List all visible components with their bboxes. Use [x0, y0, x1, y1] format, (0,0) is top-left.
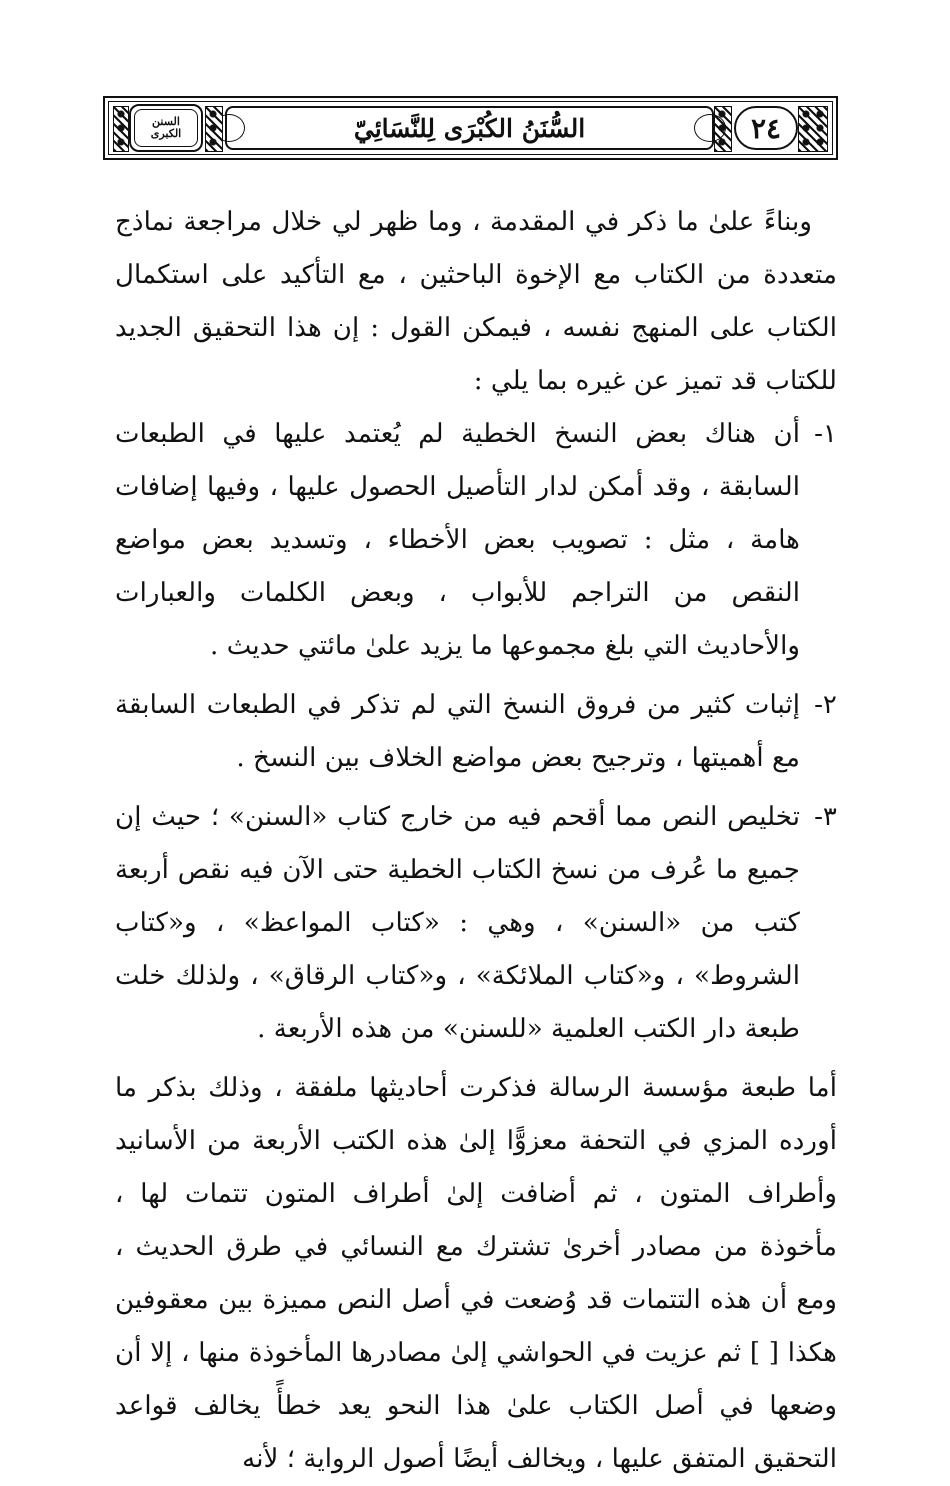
list-item-number: ١-	[814, 419, 837, 449]
ornament-left-inner	[205, 106, 223, 152]
intro-paragraph: وبناءً علىٰ ما ذكر في المقدمة ، وما ظهر لي خلال مراجعة نماذج متعددة من الكتاب مع الإخوة الباحثين ، مع التأكيد على استكمال الكتاب على المنهج نفسه ، فيمكن القول : إن هذا التحقيق الجديد للكتاب قد تميز عن غيره بما يلي :	[115, 207, 837, 396]
list-item	[115, 791, 837, 1056]
list-item-text: تخليص النص مما أقحم فيه من خارج كتاب «السنن» ؛ حيث إن جميع ما عُرف من نسخ الكتاب الخطية حتى الآن فيه نقص أربعة كتب من «السنن» ، وهي : «كتاب المواعظ» ، و«كتاب الشروط» ، و«كتاب الملائكة» ، و«كتاب الرقاق» ، ولذلك خلت طبعة دار الكتب العلمية «للسنن» من هذه الأربعة .	[115, 802, 800, 1044]
title-cartouche	[225, 106, 714, 150]
book-logo-calligraphy: السنن الكبرى	[150, 115, 182, 140]
closing-paragraph: أما طبعة مؤسسة الرسالة فذكرت أحاديثها ملفقة ، وذلك بذكر ما أورده المزي في التحفة معزوًّا إلىٰ هذه الكتب الأربعة من الأسانيد وأطراف المتون ، ثم أضافت إلىٰ أطراف المتون تتمات لها ، مأخوذة من مصادر أخرىٰ تشترك مع النسائي في طرق الحديث ، ومع أن هذه التتمات قد وُضعت في أصل النص مميزة بين معقوفين هكذا [ ] ثم عزيت في الحواشي إلىٰ مصادرها المأخوذة منها ، إلا أن وضعها في أصل الكتاب علىٰ هذا النحو يعد خطأً يخالف قواعد التحقيق المتفق عليها ، ويخالف أيضًا أصول الرواية ؛ لأنه	[115, 1073, 837, 1474]
page-number-cartouche	[734, 106, 798, 150]
list-item-number: ٣-	[814, 802, 837, 832]
list-item	[115, 679, 837, 785]
page-body	[115, 196, 837, 1486]
running-title: السُّنَنُ الكُبْرَى لِلنَّسَائِيّ	[353, 113, 586, 143]
ornament-left-outer	[113, 106, 129, 152]
page-header	[103, 96, 838, 160]
book-logo	[129, 104, 203, 152]
list-item	[115, 408, 837, 673]
ornament-right-outer	[798, 106, 828, 152]
list-item-number: ٢-	[814, 690, 837, 720]
list-item-text: إثبات كثير من فروق النسخ التي لم تذكر في الطبعات السابقة مع أهميتها ، وترجيح بعض مواضع الخلاف بين النسخ .	[115, 690, 800, 773]
list-item-text: أن هناك بعض النسخ الخطية لم يُعتمد عليها في الطبعات السابقة ، وقد أمكن لدار التأصيل الحصول عليها ، وفيها إضافات هامة ، مثل : تصويب بعض الأخطاء ، وتسديد بعض مواضع النقص من التراجم للأبواب ، وبعض الكلمات والعبارات والأحاديث التي بلغ مجموعها ما يزيد علىٰ مائتي حديث .	[115, 419, 800, 661]
page-number: ٢٤	[750, 111, 782, 145]
